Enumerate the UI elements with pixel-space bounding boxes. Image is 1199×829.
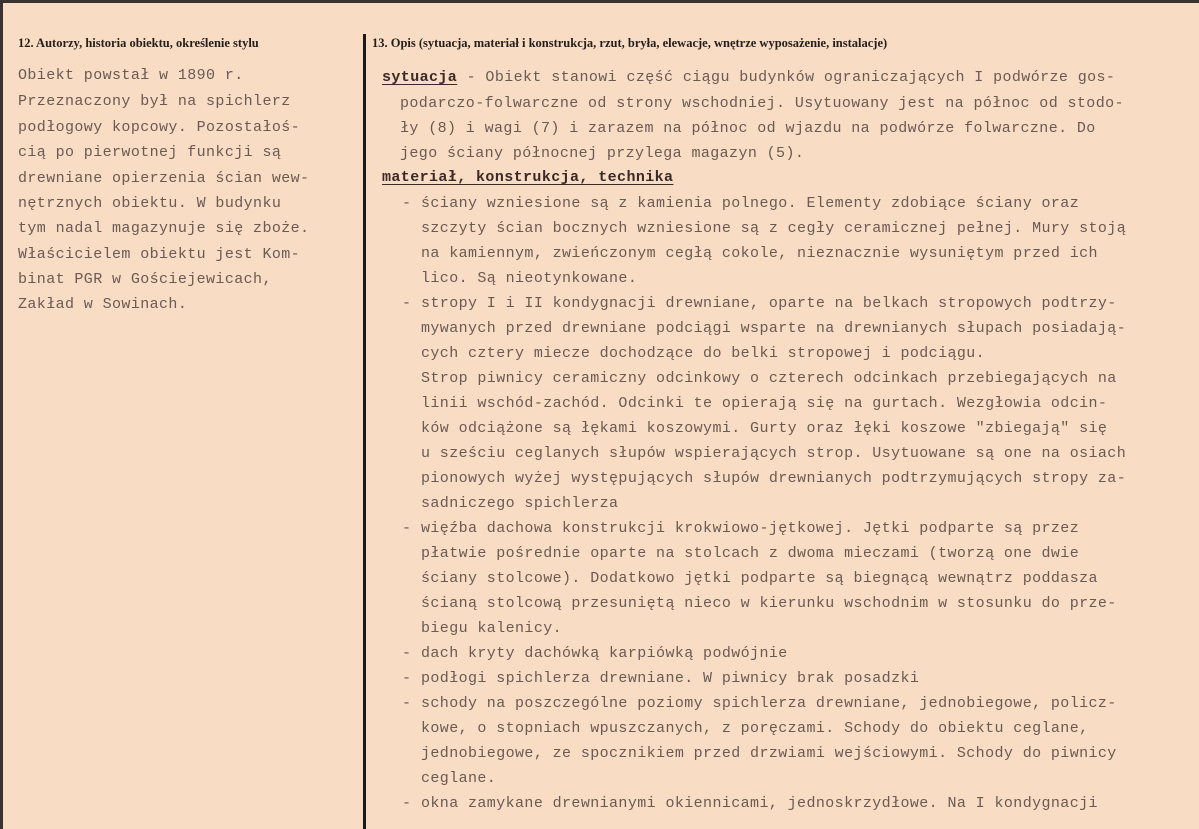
list-dash: -: [402, 295, 412, 312]
list-item-line: kowe, o stopniach wpuszczanych, z poręczami. Schody do obiektu ceglane,: [421, 720, 1089, 737]
material-heading: materiał, konstrukcja, technika: [382, 169, 674, 186]
list-item-line: mywanych przed drewniane podciągi wsparte na drewnianych słupach posiadają-: [421, 320, 1127, 337]
list-dash: -: [402, 670, 412, 687]
list-item-line: płatwie pośrednie oparte na stolcach z dwoma mieczami (tworzą one dwie: [421, 545, 1080, 562]
section-12-header: 12. Autorzy, historia obiektu, określenie stylu: [18, 36, 259, 50]
sytuacja-line: podarczo-folwarczne od strony wschodniej. Usytuowany jest na północ od stodo-: [400, 95, 1124, 112]
list-dash: -: [402, 195, 412, 212]
list-item-line: Strop piwnicy ceramiczny odcinkowy o czterech odcinkach przebiegających na: [421, 370, 1117, 387]
list-item-line: schody na poszczególne poziomy spichlerza drewniane, jednobiegowe, policz-: [421, 695, 1117, 712]
section-12-line: tym nadal magazynuje się zboże.: [18, 220, 310, 237]
list-dash: -: [402, 695, 412, 712]
list-item-line: okna zamykane drewnianymi okiennicami, jednoskrzydłowe. Na I kondygnacji: [421, 795, 1098, 812]
sytuacja-line: ły (8) i wagi (7) i zarazem na północ od wjazdu na podwórze folwarczne. Do: [400, 120, 1096, 137]
section-12-line: cią po pierwotnej funkcji są: [18, 144, 282, 161]
list-item-line: podłogi spichlerza drewniane. W piwnicy brak posadzki: [421, 670, 920, 687]
sytuacja-text: - Obiekt stanowi część ciągu budynków ograniczających I podwórze gos-: [457, 69, 1116, 86]
sytuacja-first-line: [382, 70, 1115, 85]
sheet-top-edge: [0, 0, 1199, 3]
list-item-line: pionowych wyżej występujących słupów drewnianych podtrzymujących stropy za-: [421, 470, 1127, 487]
list-item-line: ceglane.: [421, 770, 497, 787]
list-item-line: ków odciążone są łękami koszowymi. Gurty oraz łęki koszowe "zbiegają" się: [421, 420, 1108, 437]
section-12-line: Obiekt powstał w 1890 r.: [18, 67, 244, 84]
list-item-line: dach kryty dachówką karpiówką podwójnie: [421, 645, 788, 662]
section-12-line: Zakład w Sowinach.: [18, 296, 188, 313]
list-item-line: stropy I i II kondygnacji drewniane, oparte na belkach stropowych podtrzy-: [421, 295, 1117, 312]
list-item-line: więźba dachowa konstrukcji krokwiowo-jętkowej. Jętki podparte są przez: [421, 520, 1080, 537]
section-12-line: binat PGR w Gościejewicach,: [18, 271, 272, 288]
list-item-line: lico. Są nieotynkowane.: [421, 270, 638, 287]
sheet-left-edge: [0, 0, 3, 829]
section-13-header: 13. Opis (sytuacja, materiał i konstrukcja, rzut, bryła, elewacje, wnętrze wyposażenie, instalacje): [372, 36, 888, 50]
list-item-line: na kamiennym, zwieńczonym cegłą cokole, nieznacznie wysuniętym przed ich: [421, 245, 1098, 262]
list-item-line: jednobiegowe, ze spocznikiem przed drzwiami wejściowymi. Schody do piwnicy: [421, 745, 1117, 762]
list-item-line: cych cztery miecze dochodzące do belki stropowej i podciągu.: [421, 345, 986, 362]
list-item-line: u sześciu ceglanych słupów wspierających strop. Usytuowane są one na osiach: [421, 445, 1127, 462]
list-dash: -: [402, 645, 412, 662]
sytuacja-heading: sytuacja: [382, 69, 458, 86]
sytuacja-line: jego ściany północnej przylega magazyn (5).: [400, 145, 805, 162]
section-12-line: Przeznaczony był na spichlerz: [18, 93, 291, 110]
list-item-line: biegu kalenicy.: [421, 620, 563, 637]
list-item-line: linii wschód-zachód. Odcinki te opierają się na gurtach. Wezgłowia odcin-: [421, 395, 1108, 412]
list-item-line: szczyty ścian bocznych wzniesione są z cegły ceramicznej pełnej. Mury stoją: [421, 220, 1127, 237]
section-12-line: drewniane opierzenia ścian wew-: [18, 170, 310, 187]
list-dash: -: [402, 520, 412, 537]
section-12-line: podłogowy kopcowy. Pozostałoś-: [18, 119, 301, 136]
list-item-line: ściany wzniesione są z kamienia polnego. Elementy zdobiące ściany oraz: [421, 195, 1080, 212]
list-dash: -: [402, 795, 412, 812]
column-divider: [363, 34, 366, 829]
section-12-line: nętrznych obiektu. W budynku: [18, 195, 282, 212]
list-item-line: sadniczego spichlerza: [421, 495, 619, 512]
list-item-line: ściany stolcowe). Dodatkowo jętki podparte są biegnącą wewnątrz poddasza: [421, 570, 1098, 587]
list-item-line: ścianą stolcową przesuniętą nieco w kierunku wschodnim w stosunku do prze-: [421, 595, 1117, 612]
section-12-line: Właścicielem obiektu jest Kom-: [18, 246, 301, 263]
